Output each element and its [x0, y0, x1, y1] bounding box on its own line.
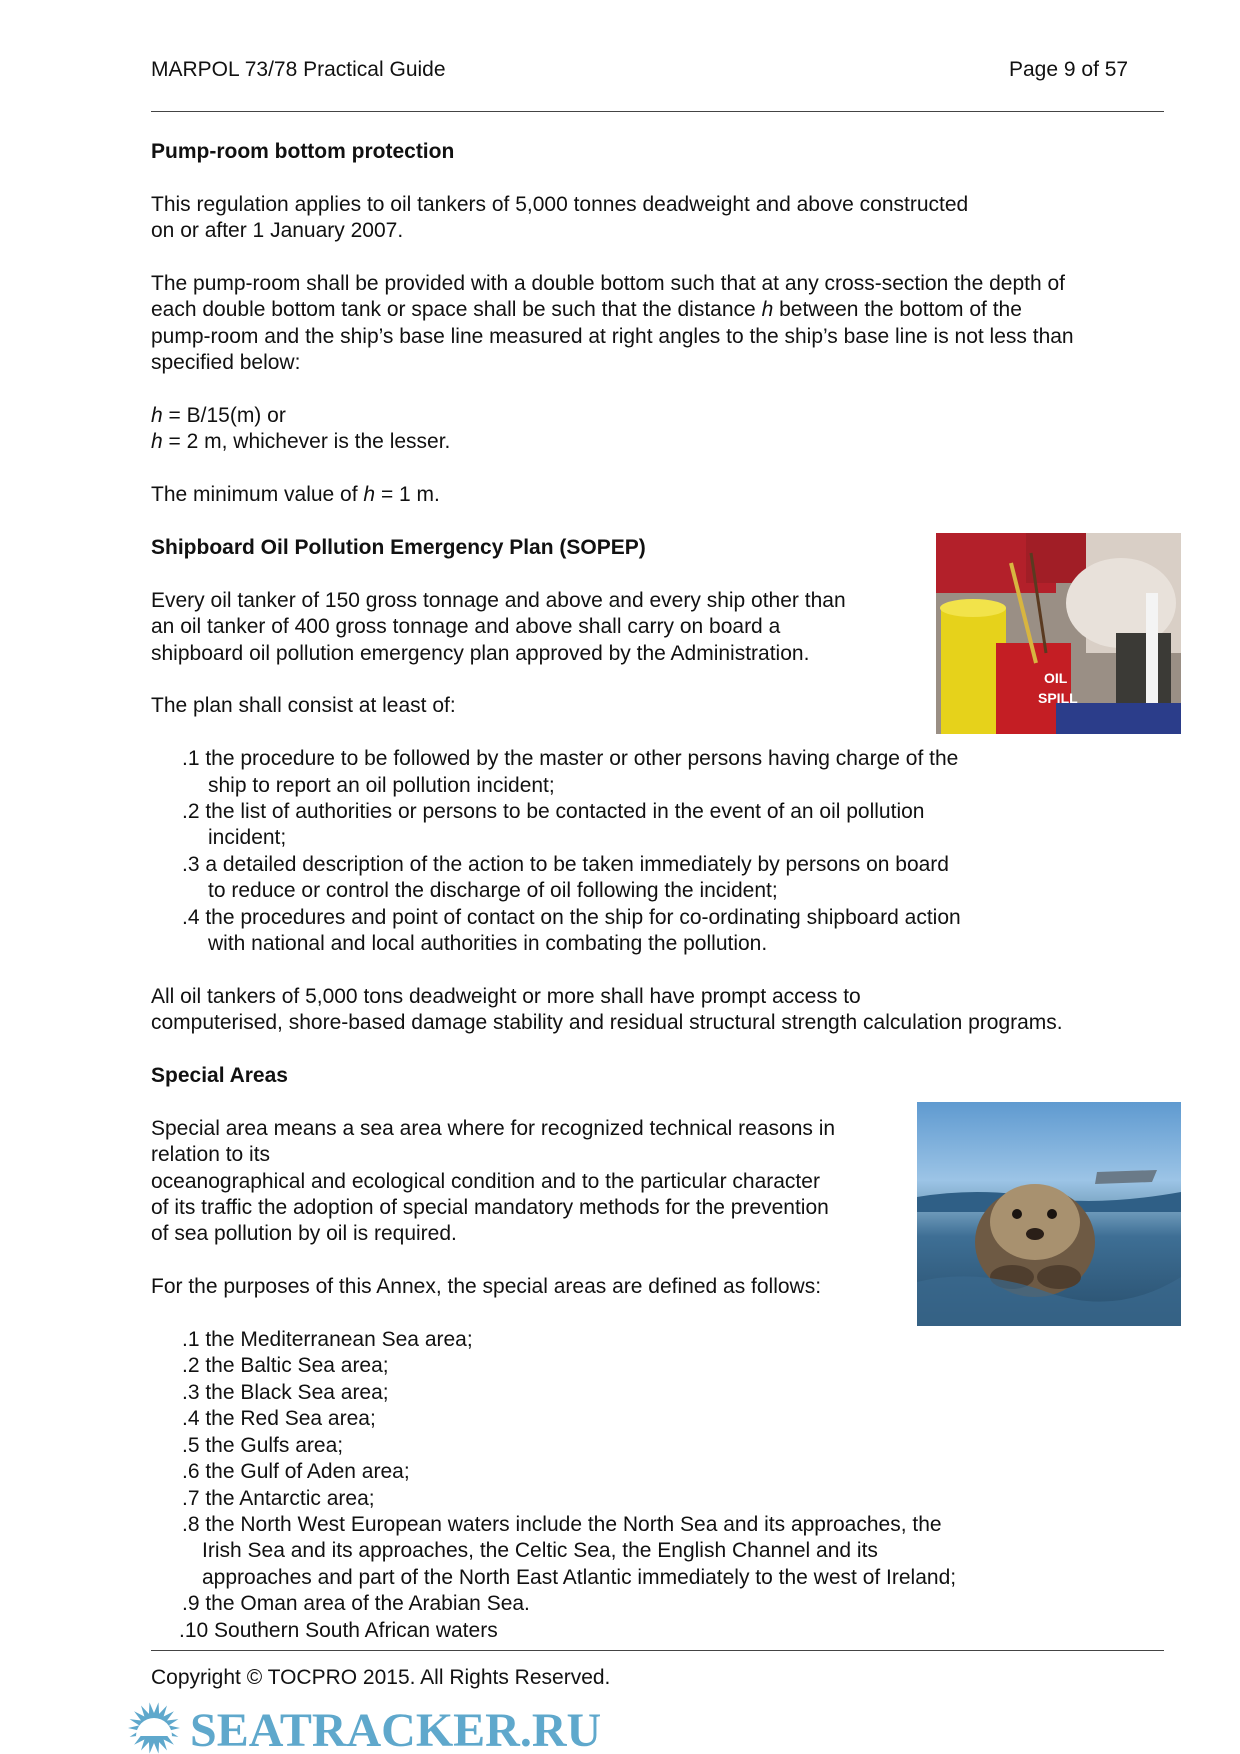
paragraph: For the purposes of this Annex, the special areas are defined as follows: [151, 1275, 822, 1299]
list-item: .2 the Baltic Sea area; [182, 1354, 389, 1378]
section-heading: Special Areas [151, 1064, 288, 1088]
text: each double bottom tank or space shall be such that the distance [151, 298, 762, 322]
formula-line [151, 429, 1164, 455]
text-line [151, 297, 1164, 323]
oil-spill-kit-illustration [936, 533, 1181, 734]
variable-h: h [363, 483, 376, 507]
variable-h: h [151, 430, 163, 454]
list-item-cont: with national and local authorities in combating the pollution. [208, 932, 768, 956]
text-line: oceanographical and ecological condition and to the particular character [151, 1169, 820, 1193]
text: = 1 m. [375, 483, 440, 507]
list-item: .4 the procedures and point of contact on the ship for co-ordinating shipboard action [182, 905, 961, 929]
list-item-cont: approaches and part of the North East Atlantic immediately to the west of Ireland; [202, 1565, 957, 1589]
text-line: All oil tankers of 5,000 tons deadweight or more shall have prompt access to [151, 984, 861, 1008]
sopep-list [151, 746, 1164, 957]
footer-divider [151, 1650, 1164, 1651]
text-line: of its traffic the adoption of special mandatory methods for the prevention [151, 1196, 829, 1220]
text-line: shipboard oil pollution emergency plan approved by the Administration. [151, 641, 810, 665]
oil-spill-kit-photo [936, 533, 1181, 734]
text-line: relation to its [151, 1143, 271, 1167]
list-item-cont: ship to report an oil pollution incident; [208, 773, 555, 797]
text-line: This regulation applies to oil tankers of 5,000 tonnes deadweight and above constructed [151, 192, 969, 216]
list-item: .3 the Black Sea area; [182, 1380, 389, 1404]
special-areas-list [151, 1327, 1164, 1644]
list-item: .6 the Gulf of Aden area; [182, 1460, 410, 1484]
watermark-text: SEATRACKER.RU [190, 1704, 602, 1754]
paragraph [151, 192, 1164, 245]
text-line: of sea pollution by oil is required. [151, 1222, 457, 1246]
sea-otter-photo [917, 1102, 1181, 1326]
text-line: The pump-room shall be provided with a double bottom such that at any cross-section the depth of [151, 272, 1066, 295]
text: = 2 m, whichever is the lesser. [162, 430, 451, 454]
variable-h: h [761, 298, 774, 322]
text: The minimum value of [151, 483, 364, 507]
oil-spill-label: OIL [1044, 670, 1068, 686]
formula-line [151, 403, 1164, 429]
list-item: .9 the Oman area of the Arabian Sea. [182, 1592, 530, 1616]
paragraph [151, 984, 1164, 1037]
sea-otter-illustration [917, 1102, 1181, 1326]
text-line: Special area means a sea area where for recognized technical reasons in [151, 1116, 836, 1140]
list-item-cont: Irish Sea and its approaches, the Celtic Sea, the English Channel and its [202, 1539, 878, 1563]
variable-h: h [151, 404, 163, 428]
document-title: MARPOL 73/78 Practical Guide [151, 58, 446, 81]
section-heading: Shipboard Oil Pollution Emergency Plan (SOPEP) [151, 536, 646, 560]
page-body [151, 139, 1164, 1670]
list-item: .2 the list of authorities or persons to be contacted in the event of an oil pollution [182, 800, 925, 824]
page-number: Page 9 of 57 [1009, 58, 1129, 81]
sun-icon [128, 1702, 180, 1753]
list-item: .5 the Gulfs area; [182, 1433, 344, 1457]
copyright-notice: Copyright © TOCPRO 2015. All Rights Reserved. [151, 1666, 611, 1689]
text-line: specified below: [151, 351, 301, 375]
text-line: computerised, shore-based damage stability and residual structural strength calculation programs. [151, 1011, 1063, 1035]
section-heading: Pump-room bottom protection [151, 140, 455, 163]
list-item: .1 the procedure to be followed by the master or other persons having charge of the [182, 747, 959, 771]
text-line: on or after 1 January 2007. [151, 219, 404, 243]
text: between the bottom of the [773, 298, 1022, 322]
list-item-cont: incident; [208, 826, 287, 850]
oil-spill-label: SPILL [1038, 690, 1078, 706]
formula [151, 403, 1164, 456]
paragraph [151, 482, 1164, 508]
paragraph: The plan shall consist at least of: [151, 694, 456, 718]
text-line: pump-room and the ship’s base line measured at right angles to the ship’s base line is not less than [151, 324, 1074, 348]
list-item-cont: to reduce or control the discharge of oil following the incident; [208, 879, 778, 903]
list-item: .8 the North West European waters include the North Sea and its approaches, the [182, 1512, 942, 1536]
text-line: Every oil tanker of 150 gross tonnage and above and every ship other than [151, 588, 846, 612]
list-item: .1 the Mediterranean Sea area; [182, 1328, 473, 1352]
list-item: .10 Southern South African waters [179, 1618, 498, 1642]
list-item: .7 the Antarctic area; [182, 1486, 375, 1510]
text: = B/15(m) or [162, 404, 286, 428]
list-item: .4 the Red Sea area; [182, 1407, 376, 1431]
header-divider [151, 111, 1164, 112]
seatracker-watermark-logo [0, 1696, 1240, 1754]
text-line: an oil tanker of 400 gross tonnage and above shall carry on board a [151, 615, 781, 639]
list-item: .3 a detailed description of the action to be taken immediately by persons on board [182, 852, 949, 876]
paragraph [151, 271, 1164, 377]
